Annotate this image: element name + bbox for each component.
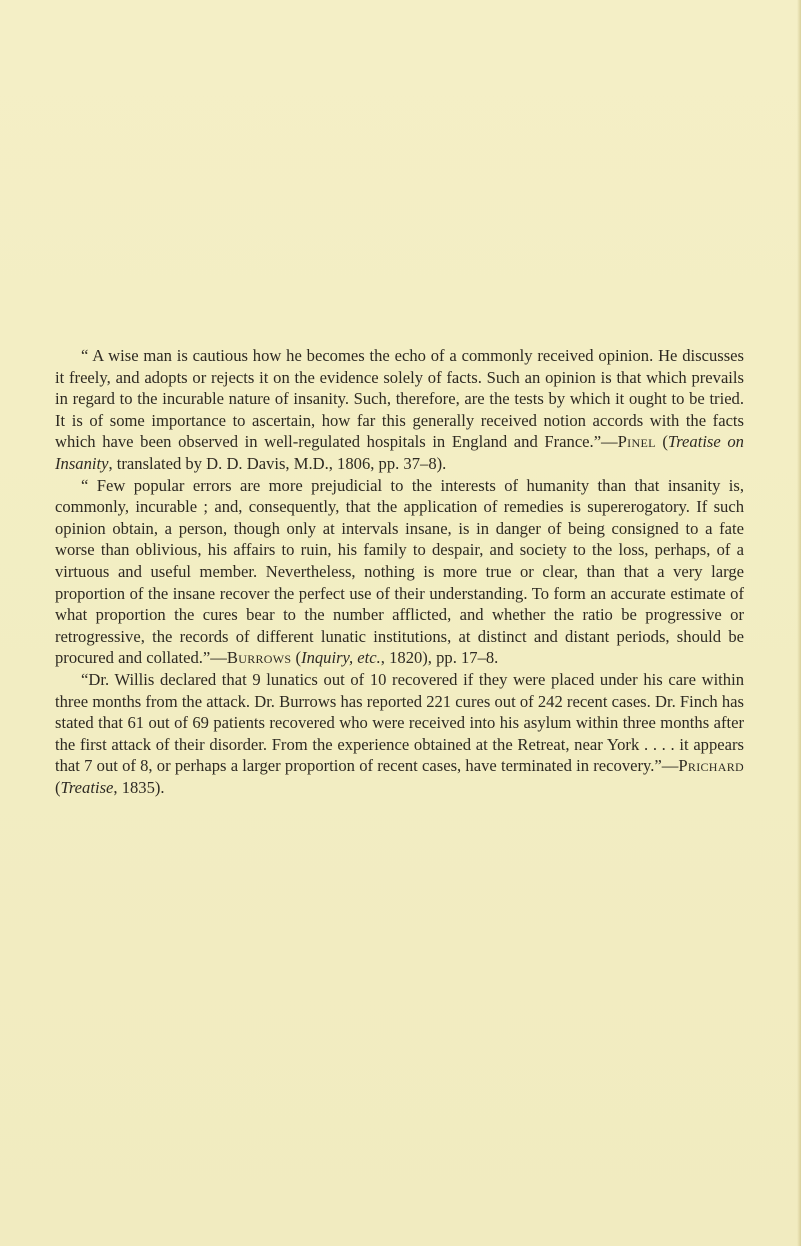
citation-work-title: Inquiry, etc. xyxy=(301,648,381,668)
citation-open: ( xyxy=(655,432,668,452)
citation-author: Burrows xyxy=(226,648,292,668)
citation-details: , 1835). xyxy=(113,777,165,797)
citation-work-title: Treatise on Insanity xyxy=(55,432,744,473)
page-edge-shadow xyxy=(797,0,801,1246)
quotation-block xyxy=(55,345,744,798)
citation-open: ( xyxy=(291,648,302,668)
citation-details: , translated by D. D. Davis, M.D., 1806, pp. 37–8). xyxy=(108,453,447,473)
quotation-paragraph-prichard xyxy=(55,669,744,799)
citation-work-title: Treatise xyxy=(60,777,114,797)
citation-details: , 1820), pp. 17–8. xyxy=(380,648,499,668)
quotation-text: “Dr. Willis declared that 9 lunatics out of 10 recovered if they were placed under his care within three months from the attack. Dr. Burrows has reported 221 cures out of 242 recent cases. Dr. Finch has stated that 61 out of 69 patients recovered who were received into his asylum within three months after the first attack of their disorder. From the experience obtained at the Retreat, near York . . . . it appears that 7 out of 8, or perhaps a larger proportion of recent cases, have terminated in recovery.”— xyxy=(55,669,744,776)
quotation-paragraph-burrows xyxy=(55,475,744,669)
citation-author: Pinel xyxy=(617,432,656,452)
quotation-paragraph-pinel xyxy=(55,345,744,475)
citation-author: Prichard xyxy=(678,756,744,776)
citation-open: ( xyxy=(55,777,61,797)
quotation-text: “ A wise man is cautious how he becomes the echo of a commonly received opinion. He discusses it freely, and adopts or rejects it on the evidence solely of facts. Such an opinion is that which prevails in regard to the incurable nature of insanity. Such, therefore, are the tests by which it ought to be tried. It is of some importance to ascertain, how far this generally received notion accords with the facts which have been observed in well-regulated hospitals in England and France.”— xyxy=(55,346,744,452)
quotation-text: “ Few popular errors are more prejudicial to the interests of humanity than that insanity is, commonly, incurable ; and, consequently, that the application of remedies is supererogatory. If such opinion obtain, a person, though only at intervals insane, is in danger of being consigned to a fate worse than oblivious, his affairs to ruin, his family to despair, and society to the loss, perhaps, of a virtuous and useful member. Nevertheless, nothing is more true or clear, than that a very large proportion of the insane recover the perfect use of their understanding. To form an accurate estimate of what proportion the cures bear to the number afflicted, and whether the ratio be progressive or retrogressive, the records of different lunatic institutions, at distinct and distant periods, should be procured and collated.”— xyxy=(55,475,744,668)
